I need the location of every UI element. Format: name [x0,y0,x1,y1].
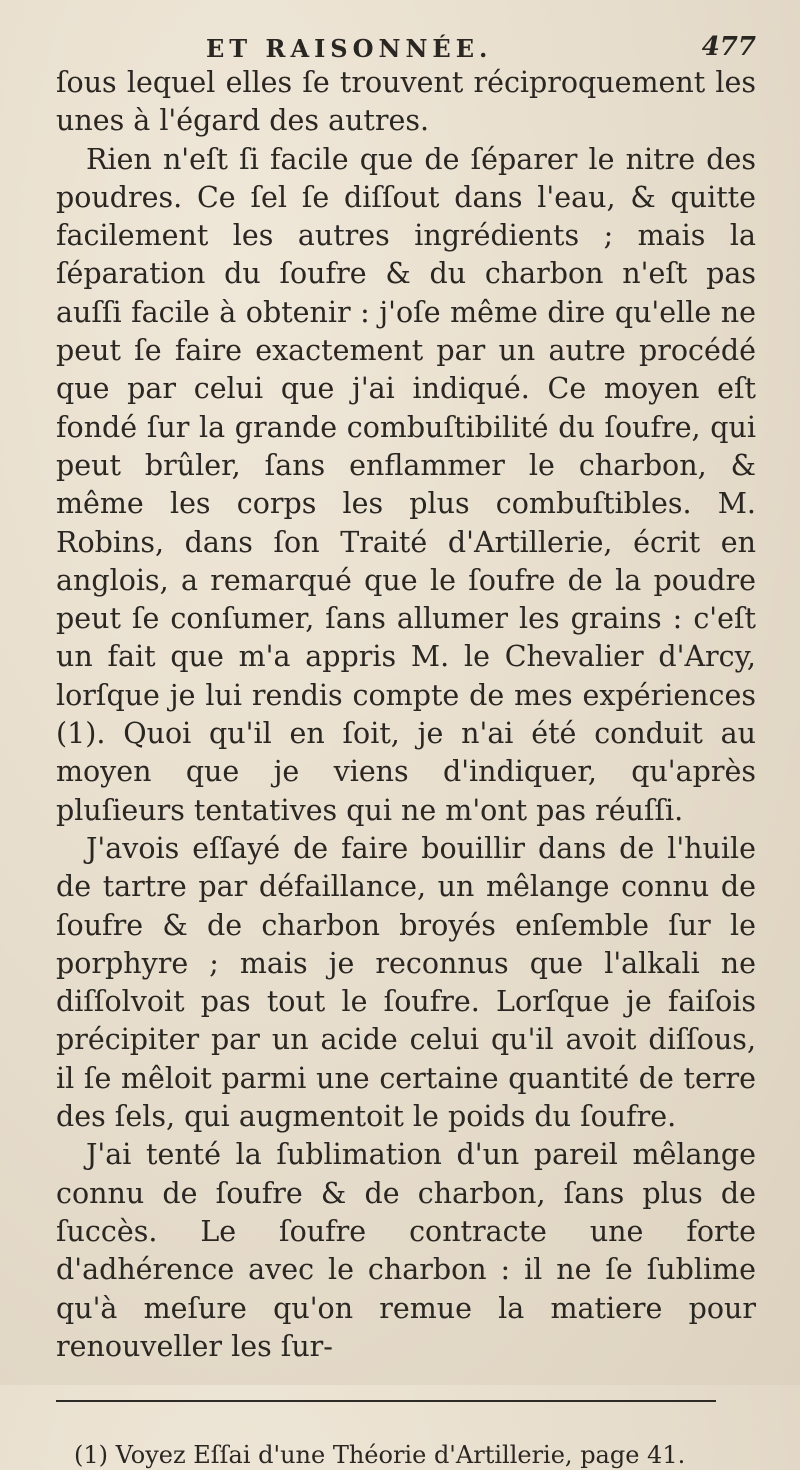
paragraph-continuation: ſous lequel elles ſe trouvent réciproquement les unes à l'égard des autres. [56,66,756,138]
book-page [56,30,756,1470]
page-number: 477 [701,32,756,62]
paragraph: J'ai tenté la ſublimation d'un pareil mêlange connu de ſoufre & de charbon, ſans plus de ſuccès. Le ſoufre contracte une forte d'adhérence avec le charbon : il ne ſe ſublime qu'à meſure qu'on remue la matiere pour renouveller les ſur- [56,1138,756,1363]
running-head: ET RAISONNÉE. [206,34,493,63]
footnote: (1) Voyez Eſſai d'une Théorie d'Artillerie, page 41. [74,1441,686,1470]
footnote-rule [56,1400,716,1402]
page-header [56,30,756,64]
paragraph: J'avois eſſayé de faire bouillir dans de l'huile de tartre par défaillance, un mêlange connu de ſoufre & de charbon broyés enſemble ſur le porphyre ; mais je reconnus que l'alkali ne diſſolvoit pas tout le ſoufre. Lorſque je faiſois précipiter par un acide celui qu'il avoit diſſous, il ſe mêloit parmi une certaine quantité de terre des ſels, qui augmentoit le poids du ſoufre. [56,831,756,1134]
body-text [56,64,756,1366]
paragraph: Rien n'eſt ſi facile que de ſéparer le nitre des poudres. Ce ſel ſe diſſout dans l'eau, & quitte facilement les autres ingrédients ; mais la ſéparation du ſoufre & du charbon n'eſt pas auſſi facile à obtenir : j'oſe même dire qu'elle ne peut ſe faire exactement par un autre procédé que par celui que j'ai indiqué. Ce moyen eſt fondé ſur la grande combuſtibilité du ſoufre, qui peut brûler, ſans enflammer le charbon, & même les corps les plus combuſtibles. M. Robins, dans ſon Traité d'Artillerie, écrit en anglois, a remarqué que le ſoufre de la poudre peut ſe conſumer, ſans allumer les grains : c'eſt un fait que m'a appris M. le Chevalier d'Arcy, lorſque je lui rendis compte de mes expériences (1). Quoi qu'il en ſoit, je n'ai été conduit au moyen que je viens d'indiquer, qu'après pluſieurs tentatives qui ne m'ont pas réuſſi. [56,142,756,827]
